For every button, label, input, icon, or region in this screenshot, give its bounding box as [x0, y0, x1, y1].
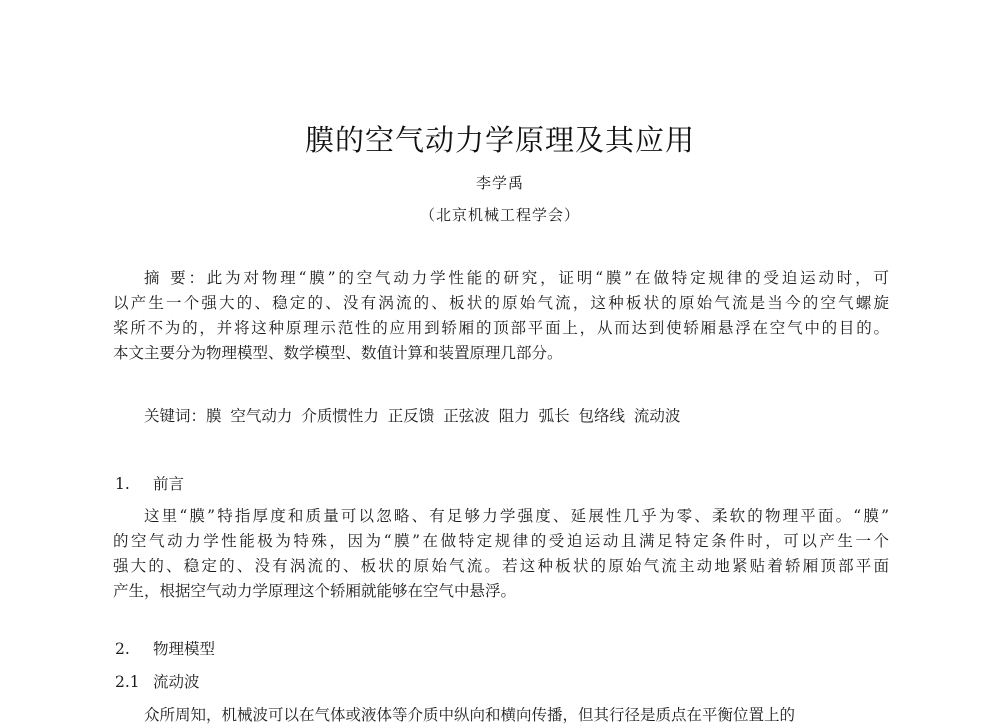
- intro-line: 产生，根据空气动力学原理这个轿厢就能够在空气中悬浮。: [113, 582, 517, 600]
- intro-line: 的空气动力学性能极为特殊，因为“膜”在做特定规律的受迫运动且满足特定条件时，可以产生一个: [113, 532, 889, 550]
- subsection-heading-flow-wave: [115, 670, 200, 695]
- abstract-line: 摘 要：此为对物理“膜”的空气动力学性能的研究，证明“膜”在做特定规律的受迫运动时，可: [144, 269, 889, 287]
- section-title: 流动波: [153, 673, 200, 691]
- section-number: 2.1: [115, 673, 140, 691]
- section-heading-preface: [115, 472, 184, 497]
- section-number: 1.: [115, 475, 130, 493]
- abstract-line: 以产生一个强大的、稳定的、没有涡流的、板状的原始气流，这种板状的原始气流是当今的空气螺旋: [113, 294, 889, 312]
- section-title: 前言: [153, 475, 185, 493]
- abstract-line: 本文主要分为物理模型、数学模型、数值计算和装置原理几部分。: [113, 344, 563, 362]
- intro-line: 强大的、稳定的、没有涡流的、板状的原始气流。若这种板状的原始气流主动地紧贴着轿厢顶部平面: [113, 557, 889, 575]
- keywords: 关键词：膜 空气动力 介质惯性力 正反馈 正弦波 阻力 弧长 包络线 流动波: [144, 407, 681, 425]
- section-heading-physical-model: [115, 637, 215, 662]
- intro-paragraph: [113, 504, 889, 604]
- author-affiliation: （北京机械工程学会）: [419, 206, 580, 224]
- intro-line: 这里“膜”特指厚度和质量可以忽略、有足够力学强度、延展性几乎为零、柔软的物理平面。“膜”: [144, 507, 889, 525]
- section-title: 物理模型: [153, 640, 216, 658]
- paper-title: 膜的空气动力学原理及其应用: [304, 123, 695, 157]
- abstract: [113, 266, 889, 366]
- body-text-cutoff-line: 众所周知，机械波可以在气体或液体等介质中纵向和横向传播，但其行径是质点在平衡位置上的: [144, 706, 796, 724]
- abstract-line: 桨所不为的，并将这种原理示范性的应用到轿厢的顶部平面上，从而达到使轿厢悬浮在空气中的目的。: [113, 319, 889, 337]
- section-number: 2.: [115, 640, 130, 658]
- author-name: 李学禹: [475, 174, 524, 192]
